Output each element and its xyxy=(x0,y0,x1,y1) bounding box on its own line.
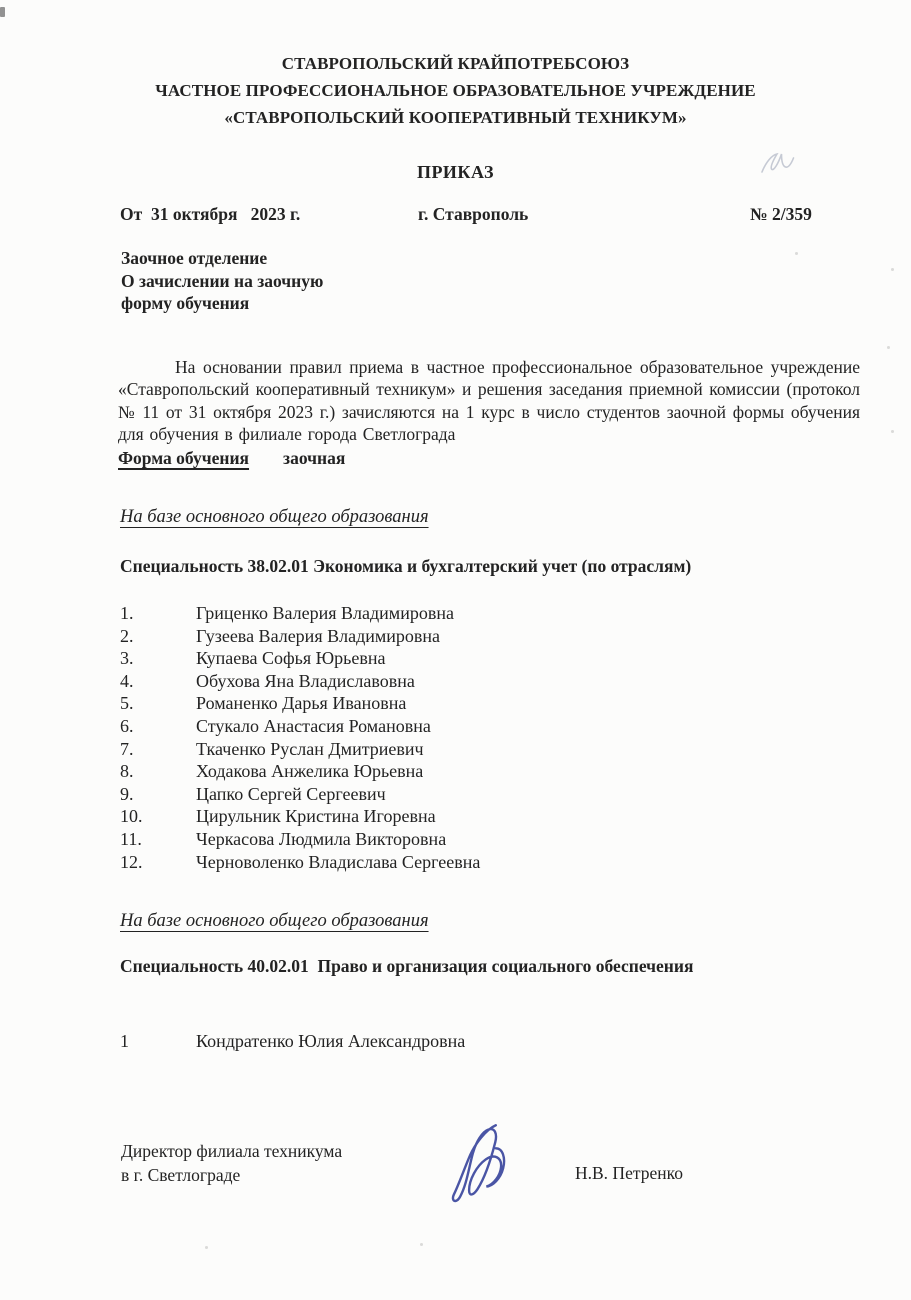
scan-speckle xyxy=(795,252,798,255)
student-number: 8. xyxy=(120,761,134,782)
student-row xyxy=(120,1030,465,1053)
student-name: Гриценко Валерия Владимировна xyxy=(196,603,454,623)
student-name: Гузеева Валерия Владимировна xyxy=(196,625,441,646)
student-name: Обухова Яна Владиславовна xyxy=(196,670,415,691)
student-name: Цирульник Кристина Игоревна xyxy=(196,806,436,827)
student-number: 1 xyxy=(120,1031,129,1051)
section2-specialty: Специальность 40.02.01 Право и организация социального обеспечения xyxy=(120,956,694,976)
order-body-paragraph: На основании правил приема в частное профессиональное образовательное учреждение «Ставропольский кооперативный техникум» и решения заседания приемной комиссии (протокол № 11 от 31 октября 2023 г.) зачисляются на 1 курс в число студентов заочной формы обучения для обучения в филиале города Светлограда xyxy=(118,357,860,445)
order-meta-row xyxy=(0,204,911,230)
subject-line-3: форму обучения xyxy=(121,293,250,313)
student-name: Цапко Сергей Сергеевич xyxy=(196,783,386,804)
student-number: 1. xyxy=(120,603,134,623)
org-union-line: СТАВРОПОЛЬСКИЙ КРАЙПОТРЕБСОЮЗ xyxy=(281,54,630,73)
section2-student-list xyxy=(120,1030,465,1053)
student-row xyxy=(120,715,480,738)
student-row xyxy=(120,670,480,693)
study-form-value: заочная xyxy=(283,448,346,468)
student-name: Черкасова Людмила Викторовна xyxy=(196,828,447,849)
signer-role xyxy=(121,1139,342,1187)
order-city: г. Ставрополь xyxy=(418,204,529,224)
order-subject xyxy=(121,247,323,315)
scan-speckle xyxy=(891,430,894,433)
signer-name: Н.В. Петренко xyxy=(575,1163,683,1183)
order-title: ПРИКАЗ xyxy=(416,162,495,182)
student-name: Стукало Анастасия Романовна xyxy=(196,715,431,736)
student-name: Ходакова Анжелика Юрьевна xyxy=(196,761,424,782)
student-row xyxy=(120,692,480,715)
organization-header xyxy=(0,50,911,131)
student-row xyxy=(120,783,480,806)
section1-student-list xyxy=(120,602,480,873)
handwritten-signature-icon xyxy=(438,1119,518,1207)
student-number: 7. xyxy=(120,738,134,759)
signer-role-line-1: Директор филиала техникума xyxy=(121,1141,343,1161)
org-name-line: «СТАВРОПОЛЬСКИЙ КООПЕРАТИВНЫЙ ТЕХНИКУМ» xyxy=(224,108,687,127)
subject-line-1: Заочное отделение xyxy=(121,248,268,268)
section1-education-basis: На базе основного общего образования xyxy=(120,507,429,527)
subject-line-2: О зачислении на заочную xyxy=(121,270,324,291)
student-name: Черноволенко Владислава Сергеевна xyxy=(196,851,481,872)
student-name: Ткаченко Руслан Дмитриевич xyxy=(196,738,424,759)
org-type-line: ЧАСТНОЕ ПРОФЕССИОНАЛЬНОЕ ОБРАЗОВАТЕЛЬНОЕ УЧРЕЖДЕНИЕ xyxy=(155,81,756,100)
student-number: 11. xyxy=(120,828,142,849)
study-form-line xyxy=(118,448,345,469)
student-number: 5. xyxy=(120,693,134,714)
student-row xyxy=(120,647,480,670)
student-number: 12. xyxy=(120,851,143,872)
student-name: Кондратенко Юлия Александровна xyxy=(196,1031,466,1051)
section2-education-basis: На базе основного общего образования xyxy=(120,911,429,931)
signer-role-line-2: в г. Светлограде xyxy=(121,1165,241,1185)
student-row xyxy=(120,625,480,648)
section1-specialty: Специальность 38.02.01 Экономика и бухгалтерский учет (по отраслям) xyxy=(120,556,692,576)
student-number: 6. xyxy=(120,715,134,736)
scan-speckle xyxy=(891,268,894,271)
scan-artifact-corner xyxy=(0,7,5,17)
student-name: Романенко Дарья Ивановна xyxy=(196,693,407,714)
student-row xyxy=(120,760,480,783)
student-number: 4. xyxy=(120,670,134,691)
order-number: № 2/359 xyxy=(750,204,812,224)
student-row xyxy=(120,828,480,851)
student-row xyxy=(120,738,480,761)
student-number: 10. xyxy=(120,806,143,827)
order-date: От 31 октября 2023 г. xyxy=(120,204,301,224)
student-row xyxy=(120,851,480,874)
scan-speckle xyxy=(887,346,890,349)
scan-speckle xyxy=(205,1246,208,1249)
student-row xyxy=(120,602,480,625)
student-name: Купаева Софья Юрьевна xyxy=(196,648,386,669)
student-number: 3. xyxy=(120,648,134,669)
student-number: 9. xyxy=(120,783,134,804)
student-number: 2. xyxy=(120,625,134,646)
student-row xyxy=(120,805,480,828)
scan-speckle xyxy=(420,1243,423,1246)
study-form-label: Форма обучения xyxy=(118,448,250,468)
